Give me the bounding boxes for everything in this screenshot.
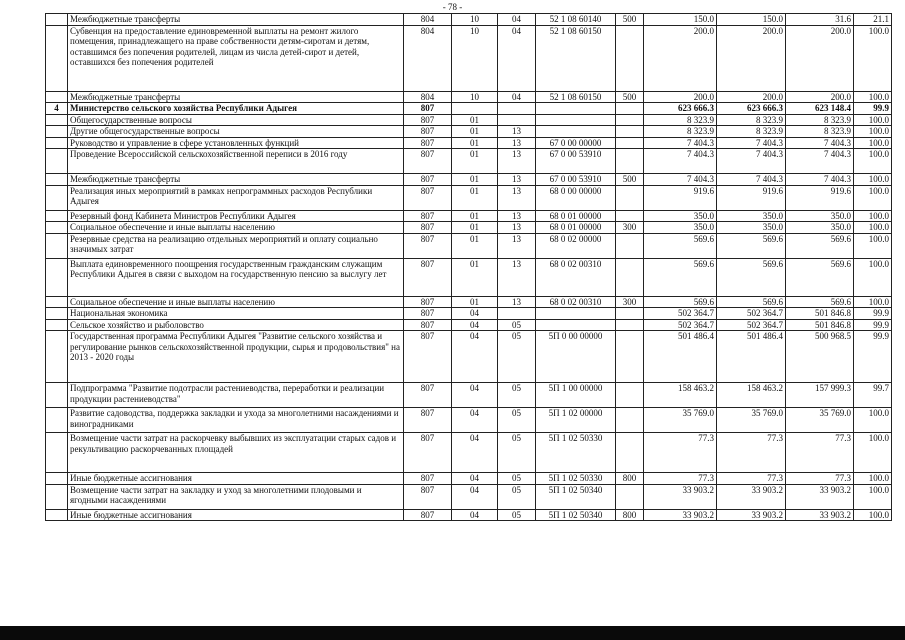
item-name-cell: Сельское хозяйство и рыболовство: [68, 319, 404, 331]
subsection-code-cell: 13: [498, 233, 536, 258]
expense-type-cell: [616, 233, 644, 258]
approved-amount-cell: 919.6: [644, 185, 717, 210]
row-number-cell: [46, 126, 68, 138]
subsection-code-cell: 05: [498, 383, 536, 408]
subsection-code-cell: 05: [498, 408, 536, 433]
section-code-cell: 01: [452, 149, 498, 174]
table-row: [46, 473, 892, 485]
ministry-code-cell: 807: [404, 149, 452, 174]
ministry-code-cell: 804: [404, 14, 452, 26]
row-number-cell: [46, 308, 68, 320]
section-code-cell: 04: [452, 331, 498, 383]
target-article-cell: 68 0 00 00000: [536, 185, 616, 210]
revised-amount-cell: 502 364.7: [717, 319, 786, 331]
target-article-cell: [536, 114, 616, 126]
item-name-cell: Субвенция на предоставление единовременной выплаты на ремонт жилого помещения, принадлежащего на праве собственности детям-сиротам и детям, оставшимся без попечения родителей, лицам из числа детей-сирот и детей, оставшихся без попечения родителей: [68, 25, 404, 91]
executed-amount-cell: 33 903.2: [786, 509, 854, 521]
executed-amount-cell: 77.3: [786, 473, 854, 485]
section-code-cell: 01: [452, 296, 498, 308]
revised-amount-cell: 350.0: [717, 210, 786, 222]
subsection-code-cell: 04: [498, 91, 536, 103]
executed-amount-cell: 157 999.3: [786, 383, 854, 408]
row-number-cell: [46, 174, 68, 186]
table-row: [46, 114, 892, 126]
target-article-cell: 68 0 01 00000: [536, 222, 616, 234]
item-name-cell: Другие общегосударственные вопросы: [68, 126, 404, 138]
target-article-cell: 68 0 02 00000: [536, 233, 616, 258]
subsection-code-cell: 13: [498, 296, 536, 308]
revised-amount-cell: 502 364.7: [717, 308, 786, 320]
expense-type-cell: [616, 114, 644, 126]
expense-type-cell: 300: [616, 296, 644, 308]
approved-amount-cell: 350.0: [644, 222, 717, 234]
execution-percent-cell: 100.0: [854, 210, 892, 222]
target-article-cell: 67 0 00 53910: [536, 174, 616, 186]
expense-type-cell: [616, 149, 644, 174]
executed-amount-cell: 569.6: [786, 296, 854, 308]
execution-percent-cell: 100.0: [854, 222, 892, 234]
item-name-cell: Резервный фонд Кабинета Министров Республики Адыгея: [68, 210, 404, 222]
ministry-code-cell: 807: [404, 319, 452, 331]
section-code-cell: [452, 103, 498, 115]
ministry-code-cell: 807: [404, 383, 452, 408]
revised-amount-cell: 35 769.0: [717, 408, 786, 433]
approved-amount-cell: 158 463.2: [644, 383, 717, 408]
table-row: [46, 174, 892, 186]
table-row: [46, 91, 892, 103]
approved-amount-cell: 7 404.3: [644, 137, 717, 149]
executed-amount-cell: 919.6: [786, 185, 854, 210]
subsection-code-cell: 04: [498, 25, 536, 91]
row-number-cell: [46, 137, 68, 149]
target-article-cell: 5П 1 02 50340: [536, 509, 616, 521]
ministry-code-cell: 807: [404, 126, 452, 138]
execution-percent-cell: 100.0: [854, 149, 892, 174]
row-number-cell: [46, 296, 68, 308]
item-name-cell: Резервные средства на реализацию отдельных мероприятий и оплату социально значимых затрат: [68, 233, 404, 258]
execution-percent-cell: 99.9: [854, 319, 892, 331]
execution-percent-cell: 99.9: [854, 331, 892, 383]
ministry-code-cell: 807: [404, 408, 452, 433]
execution-percent-cell: 100.0: [854, 126, 892, 138]
row-number-cell: [46, 319, 68, 331]
revised-amount-cell: 150.0: [717, 14, 786, 26]
section-code-cell: 01: [452, 174, 498, 186]
execution-percent-cell: 99.9: [854, 103, 892, 115]
executed-amount-cell: 8 323.9: [786, 126, 854, 138]
approved-amount-cell: 569.6: [644, 296, 717, 308]
ministry-code-cell: 807: [404, 233, 452, 258]
executed-amount-cell: 350.0: [786, 210, 854, 222]
revised-amount-cell: 7 404.3: [717, 174, 786, 186]
revised-amount-cell: 8 323.9: [717, 114, 786, 126]
execution-percent-cell: 100.0: [854, 408, 892, 433]
approved-amount-cell: 7 404.3: [644, 149, 717, 174]
ministry-code-cell: 807: [404, 137, 452, 149]
execution-percent-cell: 100.0: [854, 114, 892, 126]
executed-amount-cell: 501 846.8: [786, 319, 854, 331]
ministry-code-cell: 807: [404, 308, 452, 320]
item-name-cell: Министерство сельского хозяйства Республики Адыгея: [68, 103, 404, 115]
table-row: [46, 331, 892, 383]
row-number-cell: [46, 185, 68, 210]
expense-type-cell: [616, 408, 644, 433]
table-row: [46, 319, 892, 331]
revised-amount-cell: 569.6: [717, 233, 786, 258]
executed-amount-cell: 200.0: [786, 91, 854, 103]
expense-type-cell: [616, 210, 644, 222]
target-article-cell: 52 1 08 60150: [536, 25, 616, 91]
table-row: [46, 433, 892, 473]
approved-amount-cell: 77.3: [644, 433, 717, 473]
section-code-cell: 01: [452, 210, 498, 222]
ministry-code-cell: 807: [404, 174, 452, 186]
ministry-code-cell: 807: [404, 114, 452, 126]
ministry-code-cell: 804: [404, 91, 452, 103]
approved-amount-cell: 501 486.4: [644, 331, 717, 383]
row-number-cell: [46, 331, 68, 383]
subsection-code-cell: 05: [498, 484, 536, 509]
approved-amount-cell: 33 903.2: [644, 509, 717, 521]
section-code-cell: 01: [452, 126, 498, 138]
target-article-cell: 5П 1 02 50330: [536, 433, 616, 473]
ministry-code-cell: 807: [404, 473, 452, 485]
section-code-cell: 01: [452, 258, 498, 296]
section-code-cell: 04: [452, 383, 498, 408]
approved-amount-cell: 8 323.9: [644, 114, 717, 126]
section-code-cell: 01: [452, 114, 498, 126]
expense-type-cell: [616, 25, 644, 91]
section-code-cell: 10: [452, 25, 498, 91]
execution-percent-cell: 100.0: [854, 296, 892, 308]
target-article-cell: 5П 1 02 00000: [536, 408, 616, 433]
expense-type-cell: [616, 319, 644, 331]
section-code-cell: 01: [452, 137, 498, 149]
section-code-cell: 10: [452, 14, 498, 26]
table-body: [46, 14, 892, 521]
expense-type-cell: [616, 308, 644, 320]
target-article-cell: 68 0 01 00000: [536, 210, 616, 222]
row-number-cell: [46, 258, 68, 296]
revised-amount-cell: 33 903.2: [717, 509, 786, 521]
target-article-cell: 67 0 00 00000: [536, 137, 616, 149]
subsection-code-cell: 13: [498, 149, 536, 174]
expense-type-cell: [616, 103, 644, 115]
revised-amount-cell: 8 323.9: [717, 126, 786, 138]
ministry-code-cell: 807: [404, 433, 452, 473]
approved-amount-cell: 150.0: [644, 14, 717, 26]
expense-type-cell: 800: [616, 473, 644, 485]
item-name-cell: Возмещение части затрат на раскорчевку выбывших из эксплуатации старых садов и рекультивацию раскорчеванных площадей: [68, 433, 404, 473]
revised-amount-cell: 919.6: [717, 185, 786, 210]
expense-type-cell: 300: [616, 222, 644, 234]
expense-type-cell: 800: [616, 509, 644, 521]
executed-amount-cell: 7 404.3: [786, 149, 854, 174]
item-name-cell: Государственная программа Республики Адыгея "Развитие сельского хозяйства и регулирование рынков сельскохозяйственной продукции, сырья и продовольствия" на 2013 - 2020 годы: [68, 331, 404, 383]
row-number-cell: [46, 25, 68, 91]
subsection-code-cell: 13: [498, 185, 536, 210]
approved-amount-cell: 8 323.9: [644, 126, 717, 138]
table-row: [46, 233, 892, 258]
approved-amount-cell: 35 769.0: [644, 408, 717, 433]
ministry-code-cell: 807: [404, 258, 452, 296]
item-name-cell: Межбюджетные трансферты: [68, 14, 404, 26]
execution-percent-cell: 100.0: [854, 91, 892, 103]
target-article-cell: [536, 319, 616, 331]
approved-amount-cell: 569.6: [644, 258, 717, 296]
target-article-cell: [536, 103, 616, 115]
executed-amount-cell: 200.0: [786, 25, 854, 91]
row-number-cell: [46, 509, 68, 521]
table-row: [46, 484, 892, 509]
row-number-cell: [46, 484, 68, 509]
item-name-cell: Межбюджетные трансферты: [68, 91, 404, 103]
table-row: [46, 149, 892, 174]
approved-amount-cell: 200.0: [644, 91, 717, 103]
row-number-cell: [46, 473, 68, 485]
expense-type-cell: [616, 258, 644, 296]
expense-type-cell: 500: [616, 91, 644, 103]
subsection-code-cell: 13: [498, 258, 536, 296]
target-article-cell: [536, 126, 616, 138]
execution-percent-cell: 100.0: [854, 258, 892, 296]
executed-amount-cell: 35 769.0: [786, 408, 854, 433]
subsection-code-cell: 13: [498, 222, 536, 234]
target-article-cell: 5П 1 02 50330: [536, 473, 616, 485]
subsection-code-cell: 04: [498, 14, 536, 26]
section-code-cell: 01: [452, 233, 498, 258]
subsection-code-cell: 05: [498, 509, 536, 521]
table-row: [46, 383, 892, 408]
table-row: [46, 210, 892, 222]
target-article-cell: 68 0 02 00310: [536, 258, 616, 296]
section-code-cell: 04: [452, 408, 498, 433]
row-number-cell: [46, 114, 68, 126]
subsection-code-cell: 13: [498, 174, 536, 186]
item-name-cell: Подпрограмма "Развитие подотрасли растениеводства, переработки и реализации продукции растениеводства": [68, 383, 404, 408]
executed-amount-cell: 33 903.2: [786, 484, 854, 509]
executed-amount-cell: 77.3: [786, 433, 854, 473]
section-code-cell: 01: [452, 185, 498, 210]
target-article-cell: [536, 308, 616, 320]
revised-amount-cell: 77.3: [717, 433, 786, 473]
approved-amount-cell: 350.0: [644, 210, 717, 222]
executed-amount-cell: 350.0: [786, 222, 854, 234]
item-name-cell: Выплата единовременного поощрения государственным гражданским служащим Республики Адыгея в связи с выходом на государственную пенсию за выслугу лет: [68, 258, 404, 296]
row-number-cell: [46, 149, 68, 174]
approved-amount-cell: 33 903.2: [644, 484, 717, 509]
item-name-cell: Возмещение части затрат на закладку и уход за многолетними плодовыми и ягодными насаждениями: [68, 484, 404, 509]
target-article-cell: 5П 0 00 00000: [536, 331, 616, 383]
revised-amount-cell: 569.6: [717, 258, 786, 296]
target-article-cell: 52 1 08 60140: [536, 14, 616, 26]
expense-type-cell: [616, 185, 644, 210]
ministry-code-cell: 807: [404, 484, 452, 509]
revised-amount-cell: 7 404.3: [717, 137, 786, 149]
target-article-cell: 5П 1 02 50340: [536, 484, 616, 509]
approved-amount-cell: 623 666.3: [644, 103, 717, 115]
item-name-cell: Развитие садоводства, поддержка закладки и ухода за многолетними насаждениями и виноградниками: [68, 408, 404, 433]
executed-amount-cell: 8 323.9: [786, 114, 854, 126]
subsection-code-cell: 13: [498, 210, 536, 222]
execution-percent-cell: 100.0: [854, 25, 892, 91]
table-row: [46, 137, 892, 149]
section-code-cell: 04: [452, 473, 498, 485]
revised-amount-cell: 7 404.3: [717, 149, 786, 174]
expense-type-cell: [616, 137, 644, 149]
table-row: [46, 258, 892, 296]
execution-percent-cell: 100.0: [854, 137, 892, 149]
executed-amount-cell: 569.6: [786, 258, 854, 296]
item-name-cell: Социальное обеспечение и иные выплаты населению: [68, 296, 404, 308]
ministry-code-cell: 804: [404, 25, 452, 91]
item-name-cell: Общегосударственные вопросы: [68, 114, 404, 126]
expense-type-cell: [616, 126, 644, 138]
subsection-code-cell: 13: [498, 126, 536, 138]
row-number-cell: [46, 210, 68, 222]
subsection-code-cell: 05: [498, 433, 536, 473]
execution-percent-cell: 100.0: [854, 509, 892, 521]
table-row: [46, 103, 892, 115]
table-row: [46, 25, 892, 91]
row-number-cell: [46, 91, 68, 103]
row-number-cell: [46, 233, 68, 258]
approved-amount-cell: 569.6: [644, 233, 717, 258]
table-row: [46, 509, 892, 521]
revised-amount-cell: 33 903.2: [717, 484, 786, 509]
row-number-cell: [46, 383, 68, 408]
executed-amount-cell: 7 404.3: [786, 137, 854, 149]
approved-amount-cell: 7 404.3: [644, 174, 717, 186]
revised-amount-cell: 158 463.2: [717, 383, 786, 408]
section-code-cell: 04: [452, 319, 498, 331]
revised-amount-cell: 77.3: [717, 473, 786, 485]
revised-amount-cell: 200.0: [717, 25, 786, 91]
target-article-cell: 52 1 08 60150: [536, 91, 616, 103]
executed-amount-cell: 31.6: [786, 14, 854, 26]
row-number-cell: [46, 433, 68, 473]
execution-percent-cell: 100.0: [854, 484, 892, 509]
budget-table: [45, 13, 892, 521]
page-number: - 78 -: [442, 2, 463, 12]
item-name-cell: Социальное обеспечение и иные выплаты населению: [68, 222, 404, 234]
ministry-code-cell: 807: [404, 185, 452, 210]
approved-amount-cell: 77.3: [644, 473, 717, 485]
revised-amount-cell: 623 666.3: [717, 103, 786, 115]
table-row: [46, 408, 892, 433]
subsection-code-cell: [498, 103, 536, 115]
target-article-cell: 67 0 00 53910: [536, 149, 616, 174]
section-code-cell: 04: [452, 308, 498, 320]
revised-amount-cell: 200.0: [717, 91, 786, 103]
item-name-cell: Проведение Всероссийской сельскохозяйственной переписи в 2016 году: [68, 149, 404, 174]
execution-percent-cell: 100.0: [854, 433, 892, 473]
revised-amount-cell: 350.0: [717, 222, 786, 234]
section-code-cell: 04: [452, 509, 498, 521]
ministry-code-cell: 807: [404, 509, 452, 521]
expense-type-cell: 500: [616, 174, 644, 186]
item-name-cell: Иные бюджетные ассигнования: [68, 509, 404, 521]
item-name-cell: Национальная экономика: [68, 308, 404, 320]
expense-type-cell: [616, 433, 644, 473]
table-row: [46, 308, 892, 320]
ministry-code-cell: 807: [404, 103, 452, 115]
item-name-cell: Руководство и управление в сфере установленных функций: [68, 137, 404, 149]
executed-amount-cell: 501 846.8: [786, 308, 854, 320]
row-number-cell: [46, 14, 68, 26]
ministry-code-cell: 807: [404, 296, 452, 308]
ministry-code-cell: 807: [404, 210, 452, 222]
expense-type-cell: 500: [616, 14, 644, 26]
ministry-code-cell: 807: [404, 331, 452, 383]
row-number-cell: [46, 408, 68, 433]
execution-percent-cell: 21.1: [854, 14, 892, 26]
execution-percent-cell: 100.0: [854, 473, 892, 485]
subsection-code-cell: 05: [498, 331, 536, 383]
approved-amount-cell: 502 364.7: [644, 319, 717, 331]
scan-bottom-edge: [0, 626, 905, 640]
execution-percent-cell: 100.0: [854, 174, 892, 186]
section-code-cell: 04: [452, 484, 498, 509]
ministry-code-cell: 807: [404, 222, 452, 234]
row-number-cell: 4: [46, 103, 68, 115]
approved-amount-cell: 502 364.7: [644, 308, 717, 320]
expense-type-cell: [616, 484, 644, 509]
item-name-cell: Межбюджетные трансферты: [68, 174, 404, 186]
revised-amount-cell: 569.6: [717, 296, 786, 308]
revised-amount-cell: 501 486.4: [717, 331, 786, 383]
expense-type-cell: [616, 331, 644, 383]
executed-amount-cell: 569.6: [786, 233, 854, 258]
target-article-cell: 68 0 02 00310: [536, 296, 616, 308]
table-row: [46, 14, 892, 26]
subsection-code-cell: [498, 308, 536, 320]
executed-amount-cell: 500 968.5: [786, 331, 854, 383]
expense-type-cell: [616, 383, 644, 408]
execution-percent-cell: 100.0: [854, 185, 892, 210]
execution-percent-cell: 99.9: [854, 308, 892, 320]
table-row: [46, 296, 892, 308]
table-row: [46, 126, 892, 138]
execution-percent-cell: 99.7: [854, 383, 892, 408]
item-name-cell: Реализация иных мероприятий в рамках непрограммных расходов Республики Адыгея: [68, 185, 404, 210]
table-row: [46, 185, 892, 210]
item-name-cell: Иные бюджетные ассигнования: [68, 473, 404, 485]
executed-amount-cell: 7 404.3: [786, 174, 854, 186]
executed-amount-cell: 623 148.4: [786, 103, 854, 115]
table-row: [46, 222, 892, 234]
section-code-cell: 01: [452, 222, 498, 234]
subsection-code-cell: [498, 114, 536, 126]
subsection-code-cell: 13: [498, 137, 536, 149]
target-article-cell: 5П 1 00 00000: [536, 383, 616, 408]
subsection-code-cell: 05: [498, 319, 536, 331]
execution-percent-cell: 100.0: [854, 233, 892, 258]
section-code-cell: 04: [452, 433, 498, 473]
section-code-cell: 10: [452, 91, 498, 103]
approved-amount-cell: 200.0: [644, 25, 717, 91]
subsection-code-cell: 05: [498, 473, 536, 485]
row-number-cell: [46, 222, 68, 234]
